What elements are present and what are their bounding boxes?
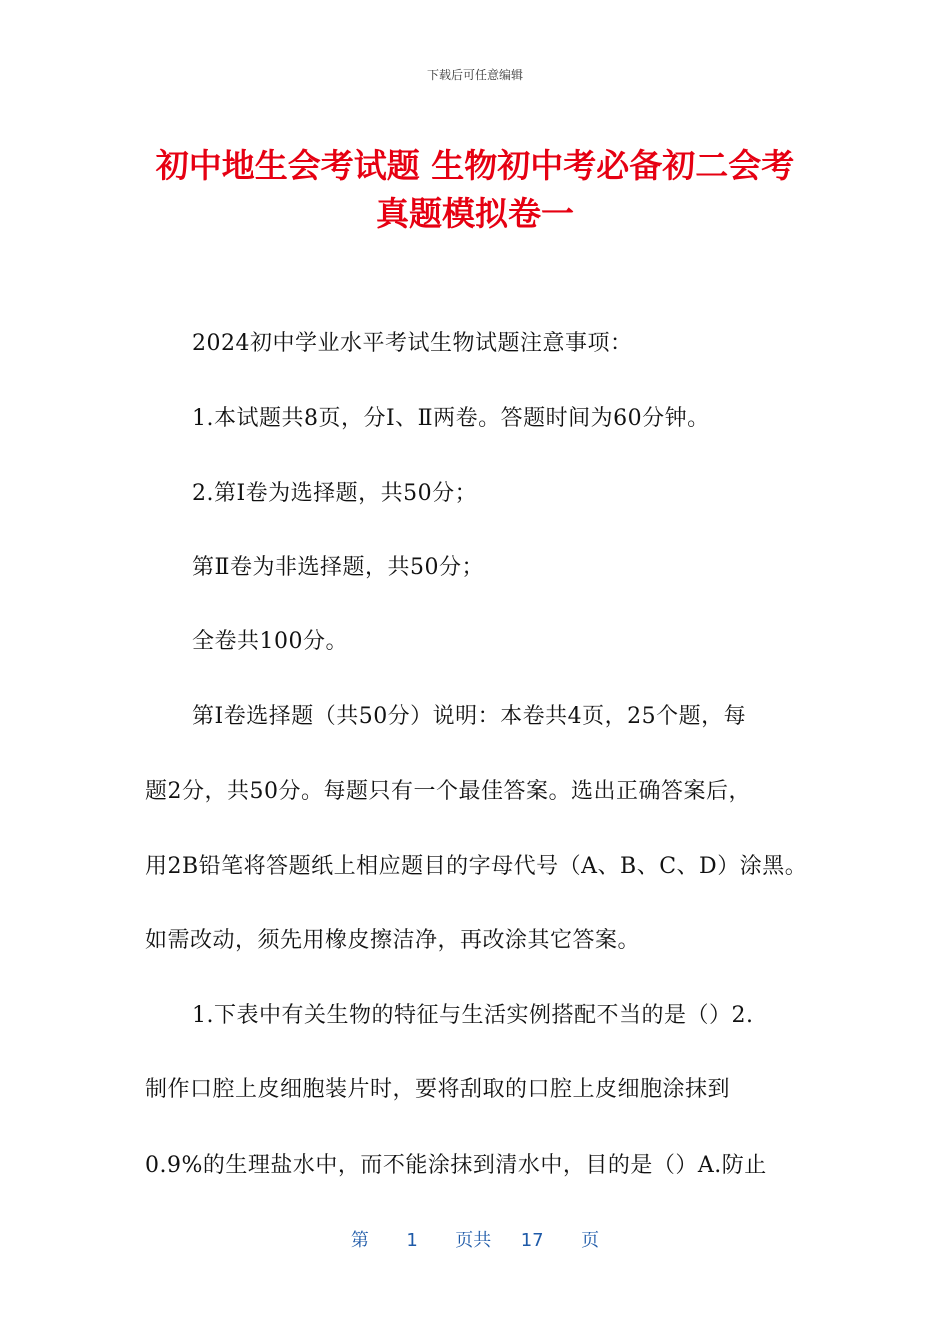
notice-item-2b: 第Ⅱ卷为非选择题，共50分； [192,555,484,580]
page-footer [0,1226,950,1252]
question-line-1: 1.下表中有关生物的特征与生活实例搭配不当的是（）2. [192,1003,754,1028]
section-intro-line-4: 如需改动，须先用橡皮擦洁净，再改涂其它答案。 [145,928,641,953]
title-line-2: 真题模拟卷一 [376,194,574,233]
footer-suffix: 页 [581,1230,600,1251]
question-line-2: 制作口腔上皮细胞装片时，要将刮取的口腔上皮细胞涂抹到 [145,1077,731,1102]
notice-heading: 2024初中学业水平考试生物试题注意事项： [192,331,633,356]
section-intro-line-1: 第Ⅰ卷选择题（共50分）说明：本卷共4页，25个题，每 [192,704,747,729]
current-page-number: 1 [406,1230,418,1251]
document-title [120,142,830,238]
section-intro-line-2: 题2分，共50分。每题只有一个最佳答案。选出正确答案后， [145,779,751,804]
notice-total: 全卷共100分。 [192,629,348,654]
footer-prefix: 第 [350,1230,369,1251]
header-note: 下载后可任意编辑 [426,68,523,82]
footer-middle: 页共 [455,1230,492,1251]
total-pages: 17 [520,1230,544,1251]
section-intro-line-3: 用2B铅笔将答题纸上相应题目的字母代号（A、B、C、D）涂黑。 [145,854,808,879]
notice-item-2: 2.第Ⅰ卷为选择题，共50分； [192,481,478,506]
notice-item-1: 1.本试题共8页，分Ⅰ、Ⅱ两卷。答题时间为60分钟。 [192,406,710,431]
title-line-1: 初中地生会考试题 生物初中考必备初二会考 [155,146,795,185]
question-line-3: 0.9%的生理盐水中，而不能涂抹到清水中，目的是（）A.防止 [145,1153,767,1178]
